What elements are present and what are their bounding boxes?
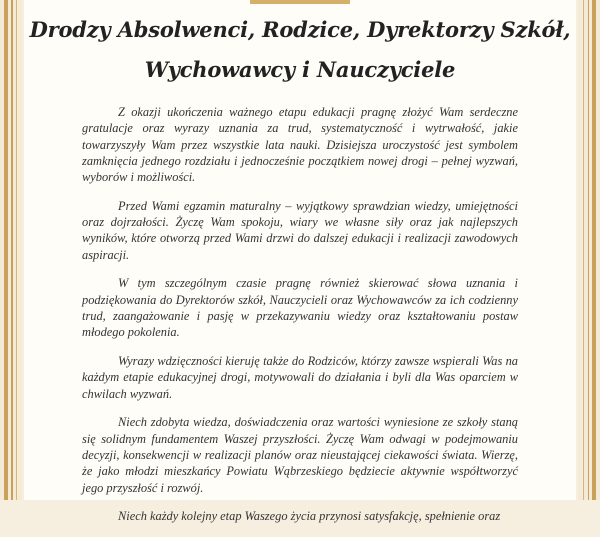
paragraph-1: Z okazji ukończenia ważnego etapu edukacji pragnę złożyć Wam serdeczne gratulacje oraz wyrazy uznania za trud, systematyczność i wytrwałość, jakie towarzyszyły Wam przez wszystkie lata nauki. Dzisiejsza uroczystość jest symbolem zamknięcia jednego rozdziału i jednocześnie początkiem nowej drogi – pełnej wyzwań, wyborów i możliwości. xyxy=(82,105,518,185)
top-ornament xyxy=(250,0,350,4)
paragraph-3: W tym szczególnym czasie pragnę również skierować słowa uznania i podziękowania do Dyrektorów szkół, Nauczycieli oraz Wychowawców za ich codzienny trud, zaangażowanie i pasję w przekazywaniu wiedzy oraz kształtowaniu postaw młodego pokolenia. xyxy=(82,276,518,340)
title-line-2: Wychowawcy i Nauczyciele xyxy=(144,57,456,82)
paragraph-6: Niech każdy kolejny etap Waszego życia przynosi satysfakcję, spełnienie oraz xyxy=(118,509,501,524)
title-line-1: Drodzy Absolwenci, Rodzice, Dyrektorzy Szkół, xyxy=(29,17,571,42)
letter-title xyxy=(24,10,576,90)
paragraph-4: Wyrazy wdzięczności kieruję także do Rodziców, którzy zawsze wspierali Was na każdym etapie edukacyjnej drogi, motywowali do działania i byli dla Was oparciem w chwilach wyzwań. xyxy=(82,354,518,401)
paragraph-5: Niech zdobyta wiedza, doświadczenia oraz wartości wyniesione ze szkoły staną się solidnym fundamentem Waszej przyszłości. Życzę Wam odwagi w podejmowaniu decyzji, konsekwencji w realizacji planów oraz nieustającej ciekawości świata. Wierzę, że jako młodzi mieszkańcy Powiatu Wąbrzeskiego będziecie aktywnie współtworzyć jego przyszłość i rozwój. xyxy=(82,415,518,495)
paragraph-2: Przed Wami egzamin maturalny – wyjątkowy sprawdzian wiedzy, umiejętności oraz dojrzałości. Życzę Wam spokoju, wiary we własne siły oraz jak najlepszych wyników, które otworzą przed Wami drzwi do dalszej edukacji i realizacji zawodowych aspiracji. xyxy=(82,198,518,262)
left-gold-border xyxy=(0,0,22,500)
letter-body xyxy=(82,104,518,537)
right-gold-border xyxy=(578,0,600,500)
